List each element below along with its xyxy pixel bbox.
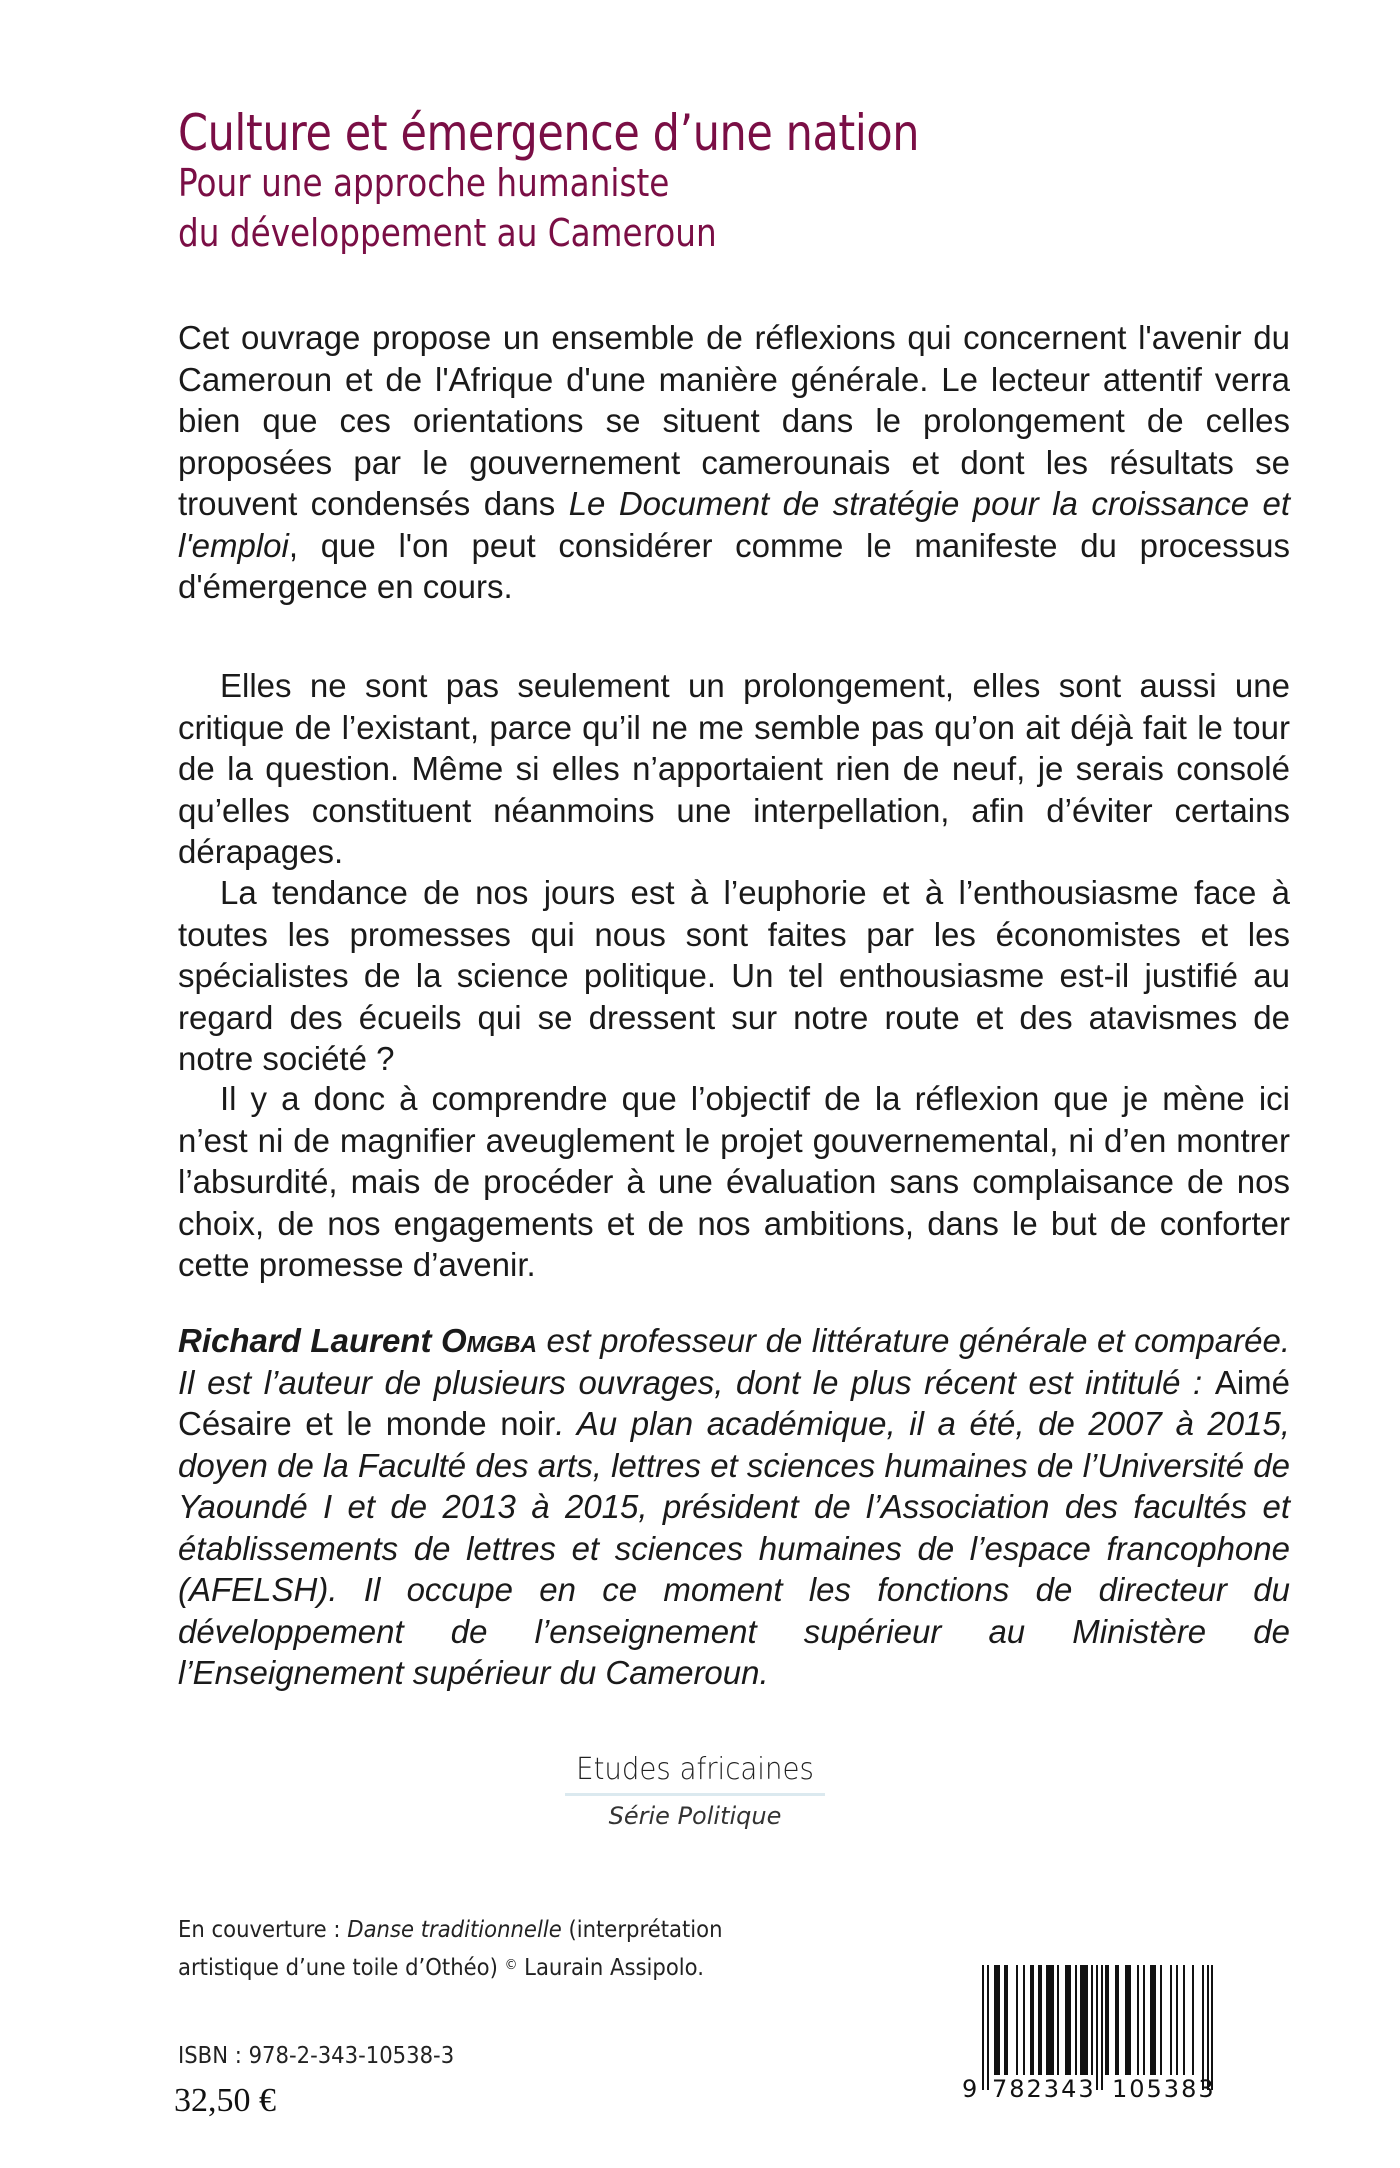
blurb-paragraph-2 bbox=[178, 665, 1290, 873]
referenced-document-title: Le Document de stratégie pour la croissance et l'emploi bbox=[178, 485, 1290, 564]
bio-text: . Au plan académique, il a été, de 2007 à 2015, doyen de la Faculté des arts, lettres et sciences humaines de l’Université de Yaoundé I et de 2013 à 2015, président de l’Association des facultés et établissements de lettres et sciences humaines de l’espace francophone (AFELSH). Il occupe en ce moment les fonctions de directeur du développement de l’enseignement supérieur au Ministère de l’Enseignement supérieur du Cameroun. bbox=[178, 1405, 1290, 1691]
credits-text: (interprétation bbox=[561, 1917, 723, 1943]
artwork-title: Danse traditionnelle bbox=[347, 1917, 562, 1943]
cover-credits bbox=[178, 1913, 723, 1986]
blurb-paragraph-3 bbox=[178, 872, 1290, 1080]
credits-text: artistique d’une toile d’Othéo) bbox=[178, 1955, 505, 1981]
subtitle-line-1: Pour une approche humaniste bbox=[178, 161, 670, 205]
blurb-text: , que l'on peut considérer comme le manifeste du processus d'émergence en cours. bbox=[178, 526, 1290, 605]
bio-text: est professeur de littérature générale et comparée. Il est l’auteur de plusieurs ouvrages, dont le plus récent est intitulé : bbox=[178, 1322, 1290, 1401]
blurb-paragraph-4 bbox=[178, 1078, 1290, 1286]
author-first-name: Richard Laurent bbox=[178, 1322, 442, 1359]
barcode-digit-group: 782343 bbox=[992, 2075, 1096, 2103]
blurb-text: Il y a donc à comprendre que l’objectif de la réflexion que je mène ici n’est ni de magnifier aveuglement le projet gouvernemental, ni d’en montrer l’absurdité, mais de procéder à une évaluation sans complaisance de nos choix, de nos engagements et de nos ambitions, dans le but de conforter cette promesse d’avenir. bbox=[178, 1080, 1290, 1283]
series-divider bbox=[565, 1793, 825, 1796]
credits-text: Laurain Assipolo. bbox=[517, 1955, 704, 1981]
copyright-icon: © bbox=[504, 1957, 518, 1973]
blurb-text: Elles ne sont pas seulement un prolongement, elles sont aussi une critique de l’existant, parce qu’il ne me semble pas qu’on ait déjà fait le tour de la question. Même si elles n’apportaient rien de neuf, je serais consolé qu’elles constituent néanmoins une interpellation, afin d’éviter certains dérapages. bbox=[178, 667, 1290, 870]
blurb-text: Cet ouvrage propose un ensemble de réflexions qui concernent l'avenir du Cameroun et de l'Afrique d'une manière générale. Le lecteur attentif verra bien que ces orientations se situent dans le prolongement de celles proposées par le gouvernement camerounais et dont les résultats se trouvent condensés dans bbox=[178, 319, 1290, 522]
blurb-text: La tendance de nos jours est à l’euphorie et à l’enthousiasme face à toutes les promesses qui nous sont faites par les économistes et les spécialistes de la science politique. Un tel enthousiasme est-il justifié au regard des écueils qui se dressent sur notre route et des atavismes de notre société ? bbox=[178, 874, 1290, 1077]
series-logo bbox=[565, 1752, 825, 1830]
barcode-digit-group: 105383 bbox=[1112, 2075, 1216, 2103]
barcode-digit: 9 bbox=[962, 2075, 980, 2103]
isbn: ISBN : 978-2-343-10538-3 bbox=[178, 2043, 455, 2069]
series-name: Etudes africaines bbox=[576, 1752, 814, 1787]
book-title: Culture et émergence d’une nation bbox=[178, 103, 920, 162]
book-subtitle bbox=[178, 158, 717, 258]
recent-book-title: Aimé Césaire et le monde noir bbox=[178, 1363, 1290, 1442]
series-subtitle: Série Politique bbox=[608, 1802, 782, 1830]
blurb-paragraph-1 bbox=[178, 317, 1290, 608]
subtitle-line-2: du développement au Cameroun bbox=[178, 211, 717, 255]
author-last-name: Omgba bbox=[441, 1322, 537, 1359]
price: 32,50 € bbox=[174, 2082, 276, 2119]
credits-text: En couverture : bbox=[178, 1917, 348, 1943]
author-bio bbox=[178, 1320, 1290, 1694]
